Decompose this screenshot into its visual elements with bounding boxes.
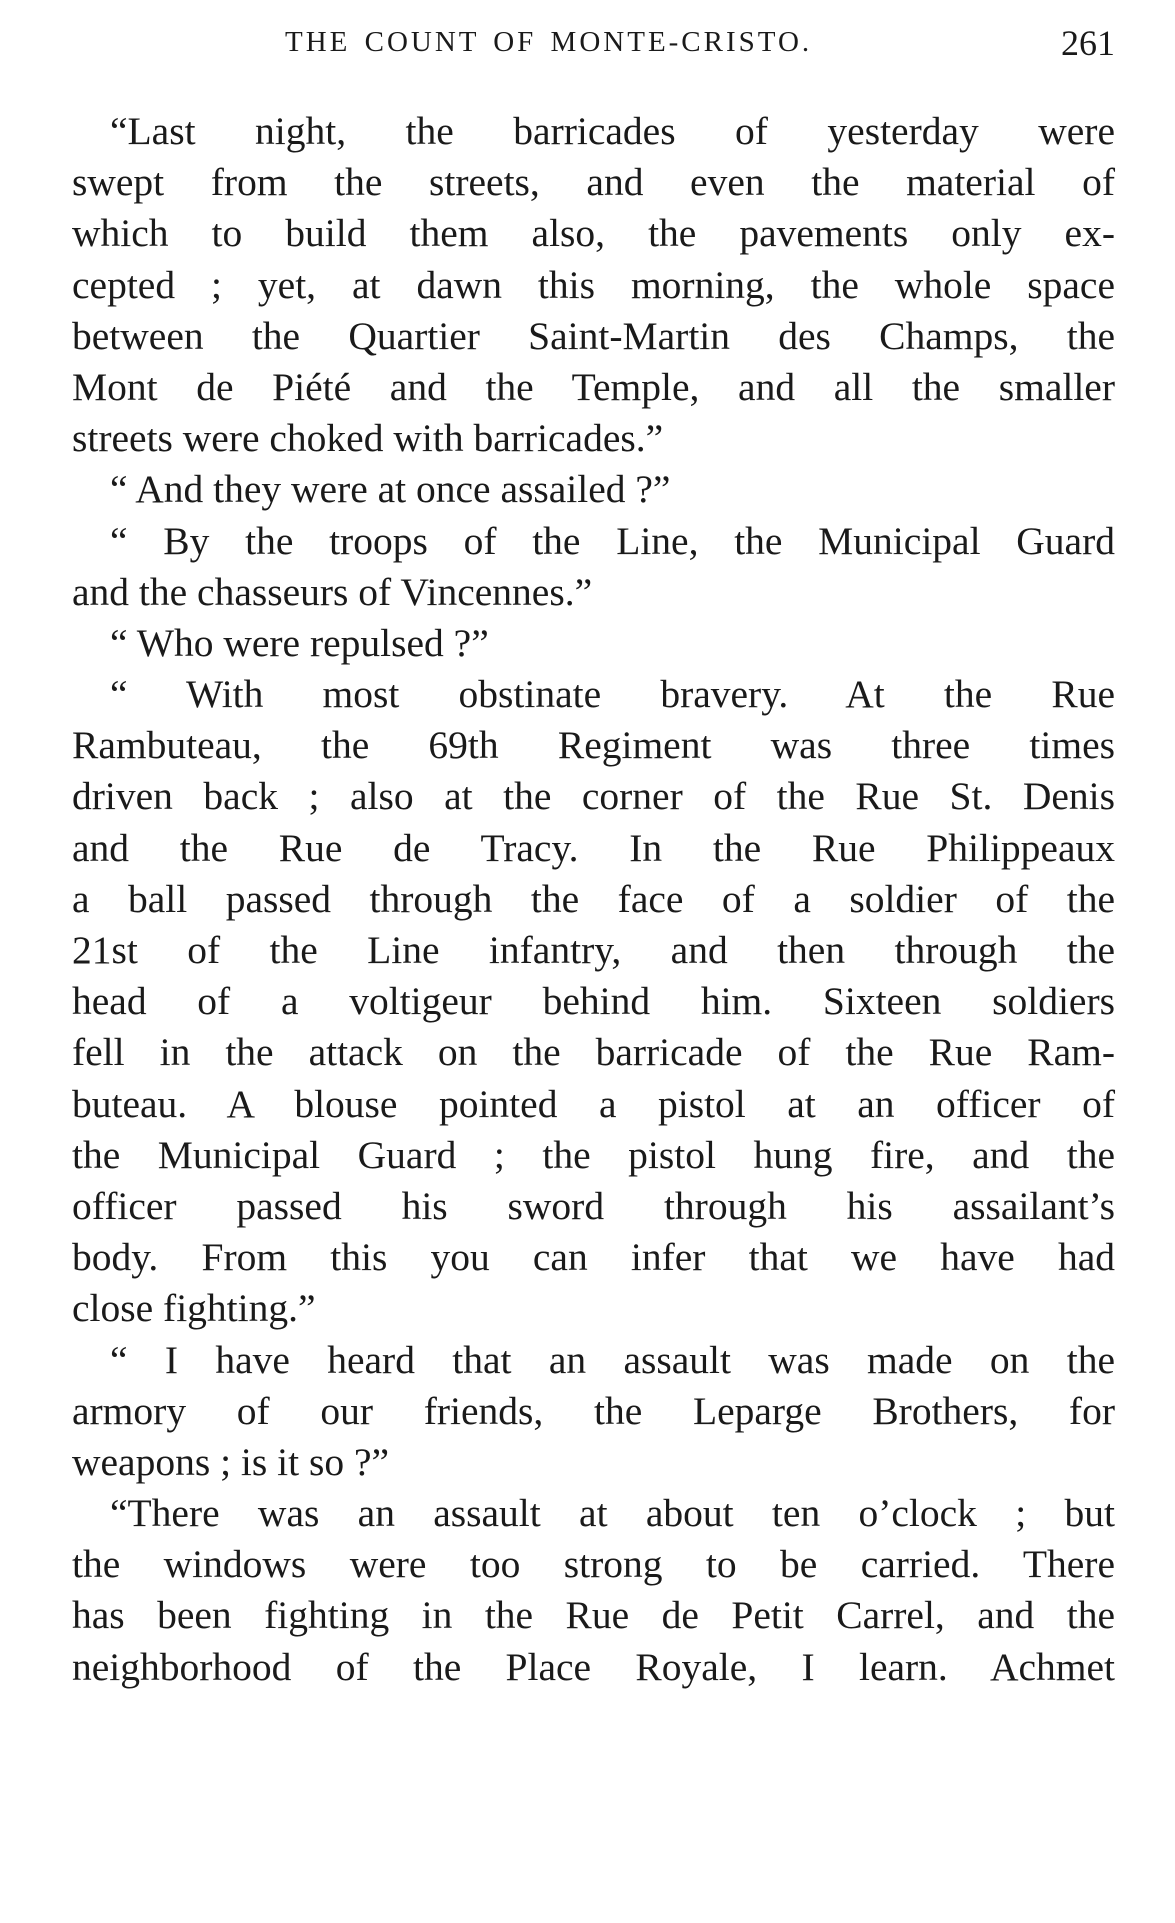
- text-line: “ I have heard that an assault was made on the: [110, 1337, 1115, 1382]
- text-line: streets were choked with barricades.”: [72, 416, 664, 461]
- text-line: a ball passed through the face of a soldier of the: [72, 876, 1115, 921]
- text-line: “Last night, the barricades of yesterday were: [110, 109, 1115, 153]
- text-line: “ By the troops of the Line, the Municipal Guard: [110, 518, 1115, 563]
- text-line: and the chasseurs of Vincennes.”: [72, 569, 593, 614]
- page-number: 261: [1061, 23, 1115, 63]
- text-line: body. From this you can infer that we have had: [72, 1235, 1115, 1280]
- running-title: THE COUNT OF MONTE-CRISTO.: [285, 26, 813, 58]
- text-line: “ Who were repulsed ?”: [110, 620, 489, 665]
- text-line: driven back ; also at the corner of the Rue St. Denis: [72, 774, 1115, 819]
- text-line: swept from the streets, and even the material of: [72, 160, 1115, 205]
- body-text: [72, 106, 1115, 1693]
- text-line: the Municipal Guard ; the pistol hung fire, and the: [72, 1132, 1115, 1177]
- text-line: Mont de Piété and the Temple, and all the smaller: [72, 364, 1115, 409]
- text-line: and the Rue de Tracy. In the Rue Philippeaux: [72, 825, 1115, 870]
- text-line: “ And they were at once assailed ?”: [110, 467, 671, 512]
- text-line: head of a voltigeur behind him. Sixteen soldiers: [72, 979, 1115, 1024]
- text-line: cepted ; yet, at dawn this morning, the whole space: [72, 262, 1115, 307]
- text-line: has been fighting in the Rue de Petit Carrel, and the: [72, 1593, 1115, 1638]
- text-line: neighborhood of the Place Royale, I learn. Achmet: [72, 1644, 1115, 1689]
- text-line: “There was an assault at about ten o’clock ; but: [110, 1491, 1115, 1536]
- page-header: [0, 22, 1175, 72]
- text-line: close fighting.”: [72, 1286, 316, 1331]
- text-line: between the Quartier Saint-Martin des Champs, the: [72, 313, 1115, 358]
- text-line: the windows were too strong to be carried. There: [72, 1542, 1115, 1587]
- text-line: weapons ; is it so ?”: [72, 1439, 390, 1484]
- text-line: which to build them also, the pavements only ex-: [72, 211, 1115, 256]
- text-line: Rambuteau, the 69th Regiment was three times: [72, 723, 1115, 768]
- text-line: fell in the attack on the barricade of the Rue Ram-: [72, 1030, 1115, 1075]
- text-line: officer passed his sword through his assailant’s: [72, 1183, 1115, 1228]
- text-line: buteau. A blouse pointed a pistol at an officer of: [72, 1081, 1115, 1126]
- text-line: “ With most obstinate bravery. At the Rue: [110, 672, 1115, 717]
- text-line: 21st of the Line infantry, and then through the: [72, 928, 1115, 972]
- text-line: armory of our friends, the Leparge Brothers, for: [72, 1388, 1115, 1433]
